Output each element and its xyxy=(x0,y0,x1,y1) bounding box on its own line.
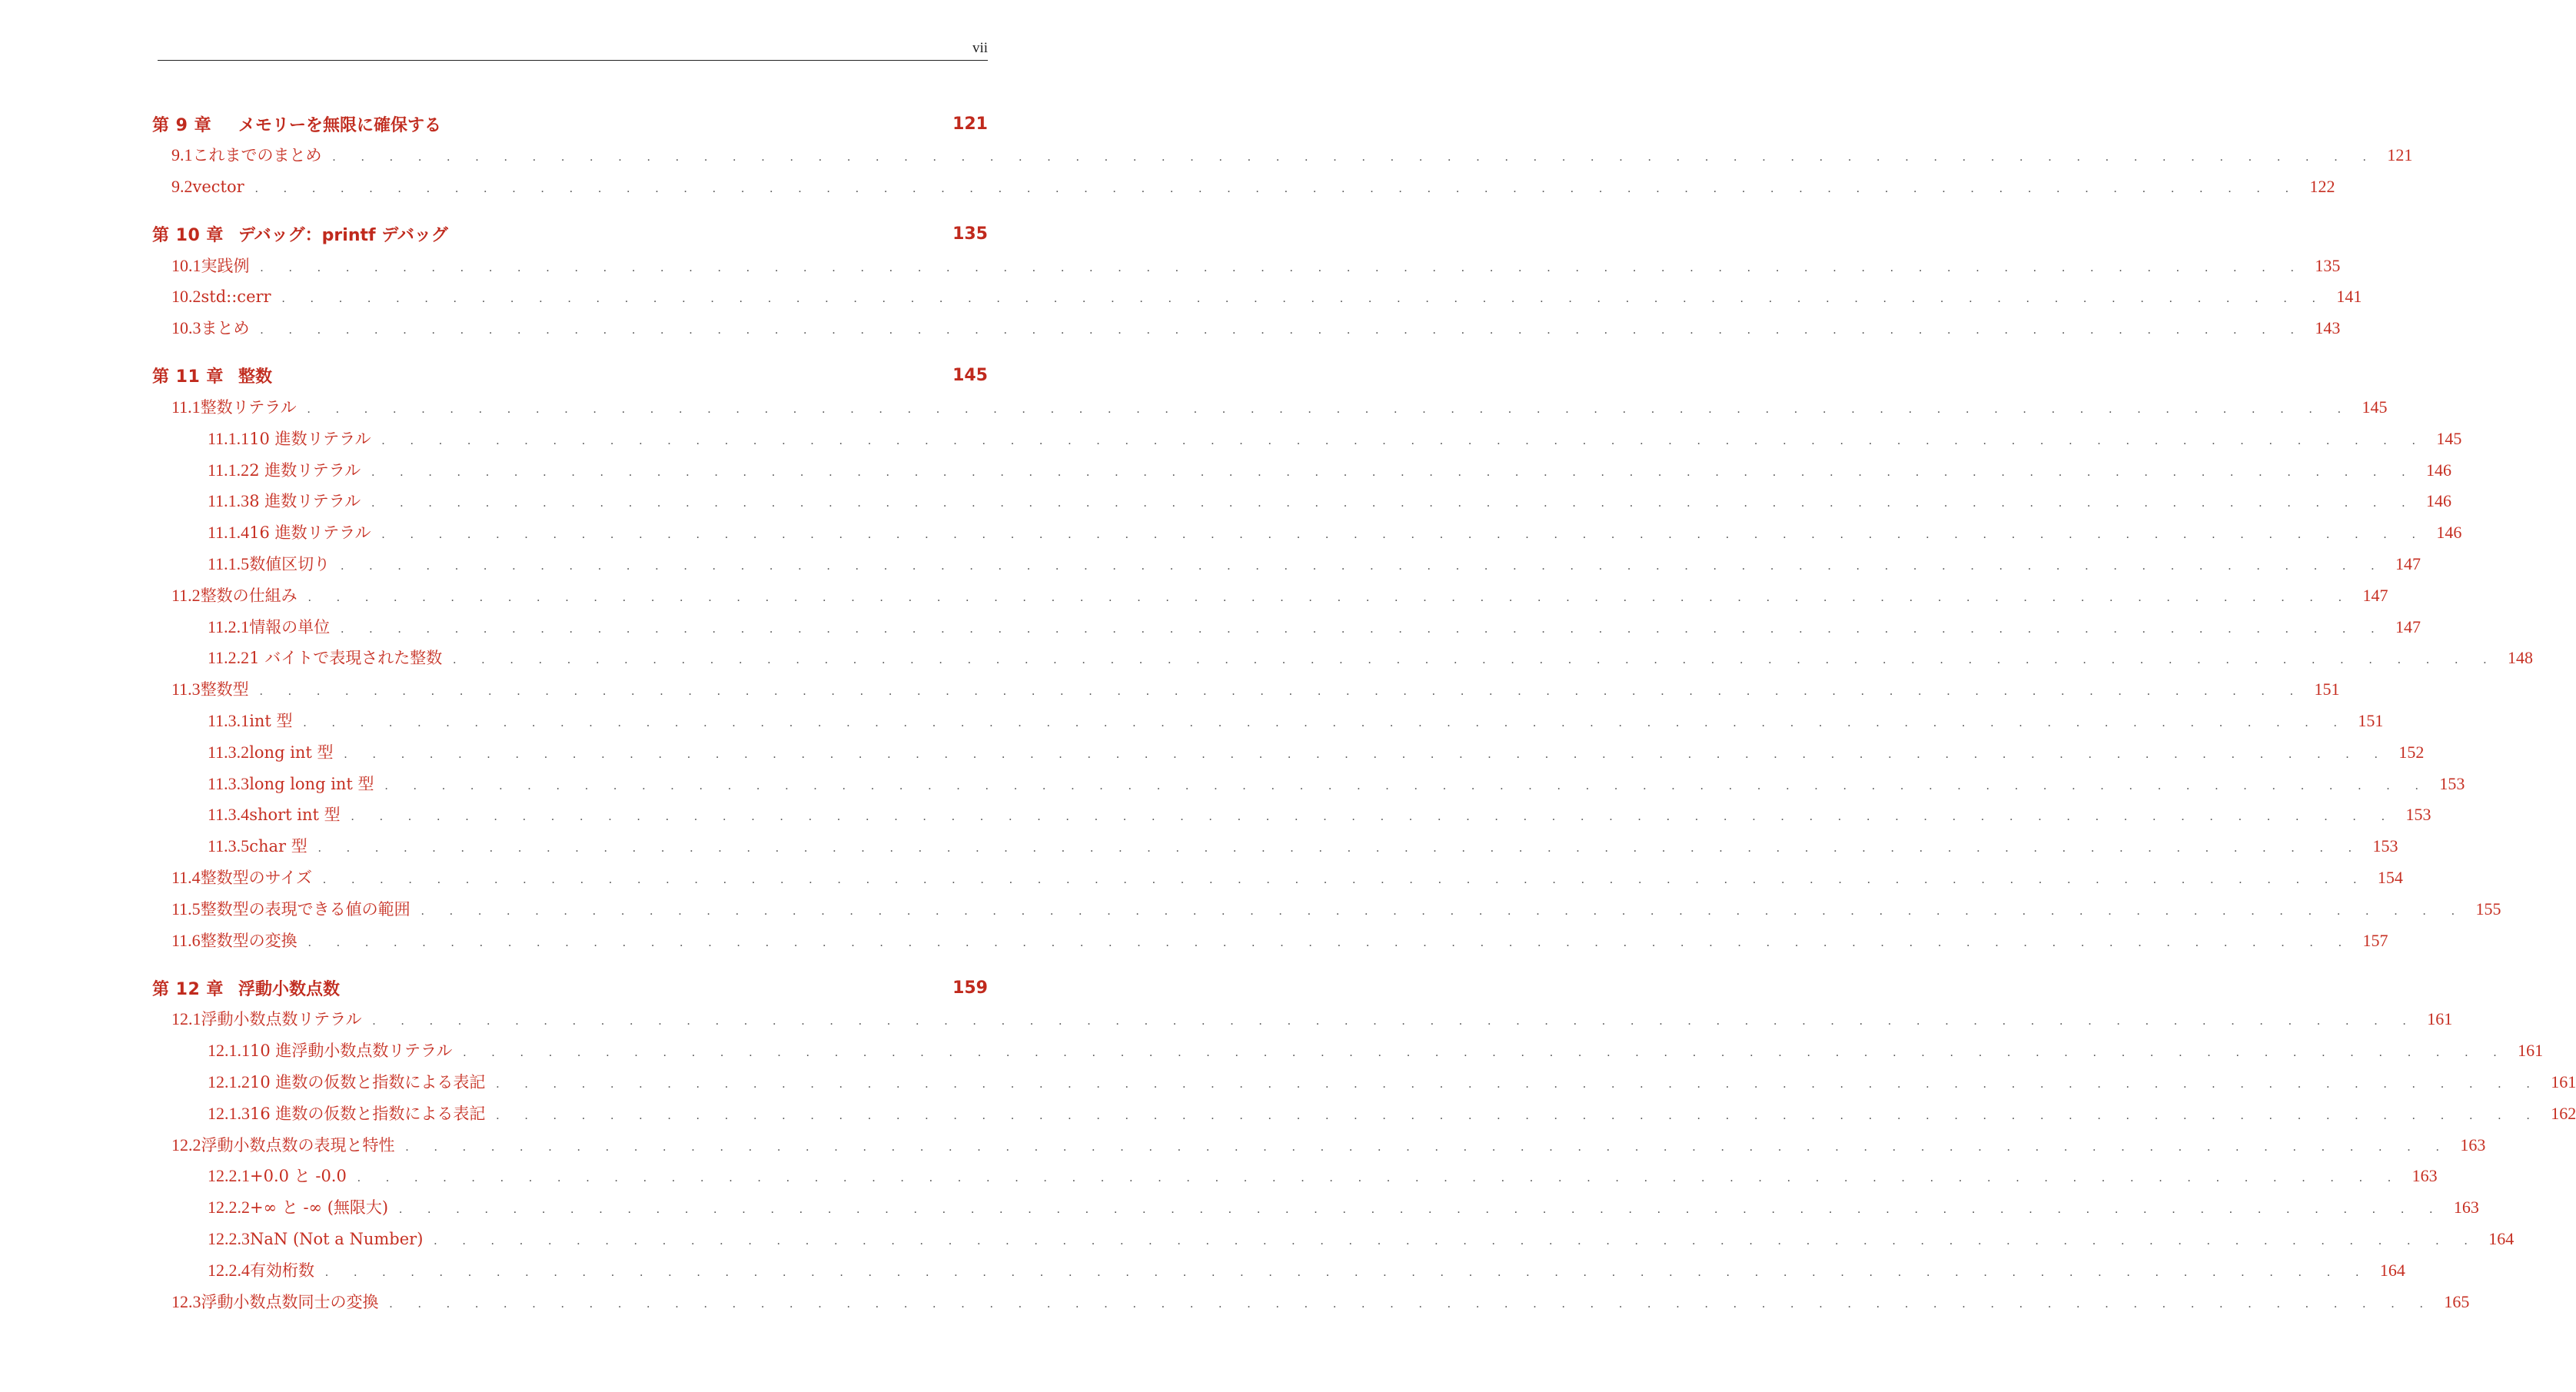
section-page-number: 163 xyxy=(2411,1166,2438,1186)
section-title: 10 進数リテラル xyxy=(249,429,371,448)
chapter-number: 第 9 章 xyxy=(152,115,212,135)
toc-subsection[interactable] xyxy=(152,1192,2479,1224)
section-page-number: 153 xyxy=(2439,773,2465,793)
dot-leader: . . . . . . . . . . . . . . . . . . . . . . . . . . . . . . . . . . . . . . . . . . . . . . . . . . . . . . . . . . . . . . . . . . . . . . . . xyxy=(307,935,2353,949)
section-number: 11.3.4 xyxy=(208,805,250,825)
toc-subsection[interactable] xyxy=(152,455,2451,487)
toc-subsection[interactable] xyxy=(152,1161,2438,1192)
chapter-title: 整数 xyxy=(238,367,273,387)
section-number: 9.1 xyxy=(171,145,193,164)
section-number: 11.1 xyxy=(171,397,201,417)
toc-subsection[interactable] xyxy=(152,424,2462,455)
section-title: std::cerr xyxy=(201,287,271,307)
section-page-number: 162 xyxy=(2551,1103,2576,1123)
section-page-number: 148 xyxy=(2508,648,2534,668)
chapter-number: 第 10 章 xyxy=(152,226,224,246)
section-title: vector xyxy=(192,177,244,196)
dot-leader: . . . . . . . . . . . . . . . . . . . . . . . . . . . . . . . . . . . . . . . . . . . . . . . . . . . . . . . . . . . . . . . . . . . . . . . . xyxy=(344,747,2389,761)
table-of-contents xyxy=(152,108,2576,1333)
section-title: 16 進数リテラル xyxy=(249,523,371,543)
section-page-number: 146 xyxy=(2426,491,2451,511)
toc-section[interactable] xyxy=(152,251,2341,282)
section-title: 整数型の変換 xyxy=(200,931,297,950)
toc-subsection[interactable] xyxy=(152,517,2462,549)
toc-section[interactable] xyxy=(152,281,2362,313)
section-title: 浮動小数点数同士の変換 xyxy=(201,1292,379,1311)
section-page-number: 146 xyxy=(2426,460,2451,480)
dot-leader: . . . . . . . . . . . . . . . . . . . . . . . . . . . . . . . . . . . . . . . . . . . . . . . . . . . . . . . . . . . . . . . . . . . . . . . . xyxy=(405,1140,2451,1154)
dot-leader: . . . . . . . . . . . . . . . . . . . . . . . . . . . . . . . . . . . . . . . . . . . . . . . . . . . . . . . . . . . . . . . . . . . . . . . . xyxy=(303,716,2348,729)
toc-chapter-heading[interactable] xyxy=(152,360,988,392)
dot-leader: . . . . . . . . . . . . . . . . . . . . . . . . . . . . . . . . . . . . . . . . . . . . . . . . . . . . . . . . . . . . . . . . . . . . . . . . xyxy=(420,904,2466,918)
section-page-number: 121 xyxy=(2387,145,2413,164)
section-title: 有効桁数 xyxy=(250,1261,314,1280)
dot-leader: . . . . . . . . . . . . . . . . . . . . . . . . . . . . . . . . . . . . . . . . . . . . . . . . . . . . . . . . . . . . . . . . . . . . . . . . xyxy=(259,685,2305,699)
toc-subsection[interactable] xyxy=(152,769,2465,800)
section-title: 10 進数の仮数と指数による表記 xyxy=(250,1072,486,1091)
section-number: 11.3.3 xyxy=(208,773,250,793)
chapter-title: メモリーを無限に確保する xyxy=(238,115,442,135)
toc-subsection[interactable] xyxy=(152,549,2421,580)
section-number: 10.2 xyxy=(171,287,201,307)
dot-leader: . . . . . . . . . . . . . . . . . . . . . . . . . . . . . . . . . . . . . . . . . . . . . . . . . . . . . . . . . . . . . . . . . . . . . . . . xyxy=(254,181,2300,195)
toc-subsection[interactable] xyxy=(152,612,2421,643)
section-page-number: 153 xyxy=(2372,836,2398,856)
section-page-number: 122 xyxy=(2309,176,2335,196)
section-number: 12.1.1 xyxy=(208,1041,250,1061)
section-number: 11.3.2 xyxy=(208,742,250,762)
section-title: 浮動小数点数の表現と特性 xyxy=(201,1135,395,1154)
toc-section[interactable] xyxy=(152,925,2388,957)
section-number: 11.1.2 xyxy=(208,460,250,480)
toc-chapter-heading[interactable] xyxy=(152,108,988,140)
section-number: 12.2 xyxy=(171,1135,201,1154)
toc-subsection[interactable] xyxy=(152,799,2431,831)
section-title: +0.0 と -0.0 xyxy=(250,1167,347,1186)
section-number: 11.2 xyxy=(171,585,201,605)
dot-leader: . . . . . . . . . . . . . . . . . . . . . . . . . . . . . . . . . . . . . . . . . . . . . . . . . . . . . . . . . . . . . . . . . . . . . . . . xyxy=(332,151,2378,164)
dot-leader: . . . . . . . . . . . . . . . . . . . . . . . . . . . . . . . . . . . . . . . . . . . . . . . . . . . . . . . . . . . . . . . . . . . . . . . . xyxy=(389,1297,2435,1311)
section-title: char 型 xyxy=(249,837,307,856)
toc-subsection[interactable] xyxy=(152,1224,2515,1255)
dot-leader: . . . . . . . . . . . . . . . . . . . . . . . . . . . . . . . . . . . . . . . . . . . . . . . . . . . . . . . . . . . . . . . . . . . . . . . . xyxy=(372,1015,2418,1028)
dot-leader: . . . . . . . . . . . . . . . . . . . . . . . . . . . . . . . . . . . . . . . . . . . . . . . . . . . . . . . . . . . . . . . . . . . . . . . . xyxy=(453,653,2498,667)
page-number: vii xyxy=(972,40,988,56)
section-page-number: 145 xyxy=(2362,397,2388,417)
toc-section[interactable] xyxy=(152,1130,2486,1161)
section-number: 11.4 xyxy=(171,867,201,887)
dot-leader: . . . . . . . . . . . . . . . . . . . . . . . . . . . . . . . . . . . . . . . . . . . . . . . . . . . . . . . . . . . . . . . . . . . . . . . . xyxy=(496,1108,2541,1122)
dot-leader: . . . . . . . . . . . . . . . . . . . . . . . . . . . . . . . . . . . . . . . . . . . . . . . . . . . . . . . . . . . . . . . . . . . . . . . . xyxy=(496,1077,2541,1091)
section-page-number: 143 xyxy=(2315,318,2341,338)
dot-leader: . . . . . . . . . . . . . . . . . . . . . . . . . . . . . . . . . . . . . . . . . . . . . . . . . . . . . . . . . . . . . . . . . . . . . . . . xyxy=(463,1046,2508,1060)
chapter-number: 第 12 章 xyxy=(152,979,224,999)
toc-subsection[interactable] xyxy=(152,486,2451,517)
toc-chapter xyxy=(152,360,2534,956)
dot-leader: . . . . . . . . . . . . . . . . . . . . . . . . . . . . . . . . . . . . . . . . . . . . . . . . . . . . . . . . . . . . . . . . . . . . . . . . xyxy=(341,622,2385,636)
section-number: 11.3.5 xyxy=(208,836,250,856)
section-page-number: 164 xyxy=(2379,1260,2405,1280)
toc-section[interactable] xyxy=(152,674,2340,706)
section-number: 12.2.3 xyxy=(208,1228,250,1248)
section-page-number: 161 xyxy=(2427,1009,2453,1029)
dot-leader: . . . . . . . . . . . . . . . . . . . . . . . . . . . . . . . . . . . . . . . . . . . . . . . . . . . . . . . . . . . . . . . . . . . . . . . . xyxy=(307,402,2352,416)
toc-chapter xyxy=(152,108,2413,203)
section-title: long int 型 xyxy=(249,743,334,762)
section-title: 整数型 xyxy=(200,680,249,699)
section-title: 浮動小数点数リテラル xyxy=(201,1010,362,1029)
section-title: 整数型の表現できる値の範囲 xyxy=(200,899,410,919)
section-number: 11.3.1 xyxy=(208,710,250,730)
section-title: NaN (Not a Number) xyxy=(250,1229,424,1248)
chapter-page-number: 159 xyxy=(952,978,988,998)
section-page-number: 146 xyxy=(2436,523,2462,543)
section-title: 整数型のサイズ xyxy=(200,868,313,887)
section-number: 10.1 xyxy=(171,255,201,275)
section-number: 11.5 xyxy=(171,899,201,919)
section-title: 数値区切り xyxy=(249,554,331,573)
section-number: 12.1 xyxy=(171,1009,201,1029)
section-title: 10 進浮動小数点数リテラル xyxy=(250,1042,453,1061)
section-page-number: 161 xyxy=(2518,1041,2544,1061)
section-number: 11.6 xyxy=(171,930,201,950)
section-page-number: 163 xyxy=(2453,1198,2479,1218)
section-title: 実践例 xyxy=(201,256,250,275)
section-number: 12.1.3 xyxy=(208,1103,250,1123)
toc-subsection[interactable] xyxy=(152,1035,2544,1067)
toc-section[interactable] xyxy=(152,392,2388,424)
section-number: 11.1.4 xyxy=(208,523,250,543)
section-number: 11.3 xyxy=(171,679,201,699)
section-page-number: 163 xyxy=(2460,1135,2486,1154)
toc-subsection[interactable] xyxy=(152,1255,2405,1287)
section-title: これまでのまとめ xyxy=(192,146,322,164)
section-number: 11.2.2 xyxy=(208,648,250,668)
toc-subsection[interactable] xyxy=(152,1067,2576,1098)
section-title: 情報の単位 xyxy=(249,617,331,636)
section-page-number: 147 xyxy=(2362,585,2388,605)
chapter-number: 第 11 章 xyxy=(152,367,224,387)
section-page-number: 157 xyxy=(2362,930,2388,950)
section-title: +∞ と -∞ (無限大) xyxy=(250,1198,389,1218)
dot-leader: . . . . . . . . . . . . . . . . . . . . . . . . . . . . . . . . . . . . . . . . . . . . . . . . . . . . . . . . . . . . . . . . . . . . . . . . xyxy=(384,779,2430,792)
section-page-number: 151 xyxy=(2358,710,2384,730)
section-title: int 型 xyxy=(249,711,293,730)
section-title: 16 進数の仮数と指数による表記 xyxy=(250,1104,486,1123)
section-title: まとめ xyxy=(201,319,250,338)
toc-section[interactable] xyxy=(152,580,2388,612)
dot-leader: . . . . . . . . . . . . . . . . . . . . . . . . . . . . . . . . . . . . . . . . . . . . . . . . . . . . . . . . . . . . . . . . . . . . . . . . xyxy=(357,1171,2402,1185)
dot-leader: . . . . . . . . . . . . . . . . . . . . . . . . . . . . . . . . . . . . . . . . . . . . . . . . . . . . . . . . . . . . . . . . . . . . . . . . xyxy=(281,292,2327,306)
chapter-page-number: 121 xyxy=(952,114,988,134)
dot-leader: . . . . . . . . . . . . . . . . . . . . . . . . . . . . . . . . . . . . . . . . . . . . . . . . . . . . . . . . . . . . . . . . . . . . . . . . xyxy=(325,1265,2370,1279)
toc-subsection[interactable] xyxy=(152,737,2425,769)
section-title: 整数リテラル xyxy=(200,397,297,417)
dot-leader: . . . . . . . . . . . . . . . . . . . . . . . . . . . . . . . . . . . . . . . . . . . . . . . . . . . . . . . . . . . . . . . . . . . . . . . . xyxy=(381,434,2427,447)
toc-chapter-heading[interactable] xyxy=(152,218,988,251)
section-title: 1 バイトで表現された整数 xyxy=(249,649,443,668)
dot-leader: . . . . . . . . . . . . . . . . . . . . . . . . . . . . . . . . . . . . . . . . . . . . . . . . . . . . . . . . . . . . . . . . . . . . . . . . xyxy=(399,1203,2444,1217)
section-page-number: 151 xyxy=(2314,679,2340,699)
section-page-number: 153 xyxy=(2405,805,2431,825)
section-page-number: 154 xyxy=(2377,867,2403,887)
section-page-number: 147 xyxy=(2395,616,2421,636)
section-number: 12.2.1 xyxy=(208,1166,250,1186)
page-header xyxy=(158,38,988,61)
section-number: 12.2.2 xyxy=(208,1198,250,1218)
toc-section[interactable] xyxy=(152,894,2501,925)
toc-chapter xyxy=(152,972,2576,1317)
section-number: 10.3 xyxy=(171,318,201,338)
toc-section[interactable] xyxy=(152,862,2403,894)
dot-leader: . . . . . . . . . . . . . . . . . . . . . . . . . . . . . . . . . . . . . . . . . . . . . . . . . . . . . . . . . . . . . . . . . . . . . . . . xyxy=(317,842,2363,855)
section-title: 2 進数リテラル xyxy=(249,460,361,480)
section-page-number: 161 xyxy=(2551,1071,2576,1091)
section-title: short int 型 xyxy=(249,806,341,825)
dot-leader: . . . . . . . . . . . . . . . . . . . . . . . . . . . . . . . . . . . . . . . . . . . . . . . . . . . . . . . . . . . . . . . . . . . . . . . . xyxy=(341,559,2385,573)
section-number: 12.3 xyxy=(171,1291,201,1311)
dot-leader: . . . . . . . . . . . . . . . . . . . . . . . . . . . . . . . . . . . . . . . . . . . . . . . . . . . . . . . . . . . . . . . . . . . . . . . . xyxy=(434,1234,2479,1247)
section-number: 11.1.1 xyxy=(208,428,250,448)
section-title: 整数の仕組み xyxy=(200,586,297,605)
section-page-number: 164 xyxy=(2488,1228,2515,1248)
dot-leader: . . . . . . . . . . . . . . . . . . . . . . . . . . . . . . . . . . . . . . . . . . . . . . . . . . . . . . . . . . . . . . . . . . . . . . . . xyxy=(371,465,2416,479)
section-number: 9.2 xyxy=(171,176,193,196)
section-page-number: 141 xyxy=(2336,287,2362,307)
toc-subsection[interactable] xyxy=(152,1098,2576,1130)
section-number: 11.2.1 xyxy=(208,616,250,636)
dot-leader: . . . . . . . . . . . . . . . . . . . . . . . . . . . . . . . . . . . . . . . . . . . . . . . . . . . . . . . . . . . . . . . . . . . . . . . . xyxy=(323,872,2368,886)
section-page-number: 147 xyxy=(2395,553,2421,573)
section-page-number: 145 xyxy=(2436,428,2462,448)
toc-chapter-heading[interactable] xyxy=(152,972,988,1004)
section-number: 12.2.4 xyxy=(208,1260,250,1280)
section-page-number: 152 xyxy=(2398,742,2425,762)
toc-section[interactable] xyxy=(152,313,2341,344)
section-number: 11.1.5 xyxy=(208,553,250,573)
toc-section[interactable] xyxy=(152,171,2335,203)
toc-section[interactable] xyxy=(152,140,2413,171)
dot-leader: . . . . . . . . . . . . . . . . . . . . . . . . . . . . . . . . . . . . . . . . . . . . . . . . . . . . . . . . . . . . . . . . . . . . . . . . xyxy=(260,261,2305,274)
toc-section[interactable] xyxy=(152,1287,2470,1318)
toc-subsection[interactable] xyxy=(152,831,2398,862)
section-title: long long int 型 xyxy=(249,774,374,793)
section-page-number: 155 xyxy=(2475,899,2501,919)
chapter-title: 浮動小数点数 xyxy=(238,979,341,999)
section-page-number: 165 xyxy=(2444,1291,2470,1311)
chapter-title: デバッグ：printf デバッグ xyxy=(238,226,448,246)
section-number: 11.1.3 xyxy=(208,491,250,511)
dot-leader: . . . . . . . . . . . . . . . . . . . . . . . . . . . . . . . . . . . . . . . . . . . . . . . . . . . . . . . . . . . . . . . . . . . . . . . . xyxy=(371,497,2416,510)
section-number: 12.1.2 xyxy=(208,1071,250,1091)
dot-leader: . . . . . . . . . . . . . . . . . . . . . . . . . . . . . . . . . . . . . . . . . . . . . . . . . . . . . . . . . . . . . . . . . . . . . . . . xyxy=(351,810,2396,824)
chapter-page-number: 135 xyxy=(952,224,988,244)
dot-leader: . . . . . . . . . . . . . . . . . . . . . . . . . . . . . . . . . . . . . . . . . . . . . . . . . . . . . . . . . . . . . . . . . . . . . . . . xyxy=(381,528,2427,542)
chapter-page-number: 145 xyxy=(952,366,988,386)
section-title: 8 進数リテラル xyxy=(249,492,361,511)
dot-leader: . . . . . . . . . . . . . . . . . . . . . . . . . . . . . . . . . . . . . . . . . . . . . . . . . . . . . . . . . . . . . . . . . . . . . . . . xyxy=(307,590,2353,604)
toc-chapter xyxy=(152,218,2362,344)
toc-section[interactable] xyxy=(152,1004,2453,1035)
toc-subsection[interactable] xyxy=(152,643,2534,674)
dot-leader: . . . . . . . . . . . . . . . . . . . . . . . . . . . . . . . . . . . . . . . . . . . . . . . . . . . . . . . . . . . . . . . . . . . . . . . . xyxy=(260,324,2305,337)
section-page-number: 135 xyxy=(2315,255,2341,275)
toc-subsection[interactable] xyxy=(152,706,2384,737)
